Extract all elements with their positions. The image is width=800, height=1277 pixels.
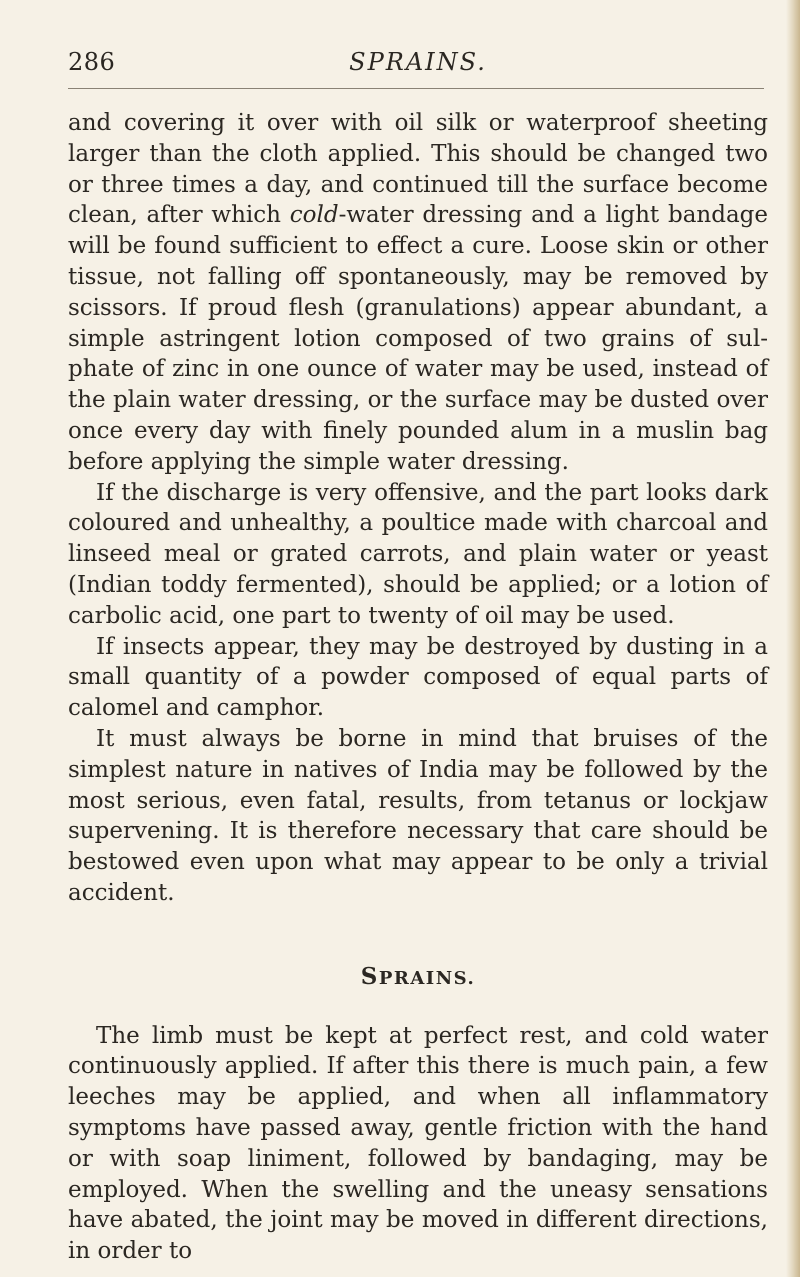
paragraph-insects: If insects appear, they may be destroyed by dusting in a small quantity of a powder composed of equal parts of calomel and camphor. [68,633,768,722]
page-edge-shadow [786,0,800,1277]
header-rule [68,88,764,89]
paragraph-discharge: If the discharge is very offensive, and the part looks dark coloured and unhealthy, a poultice made with charcoal and linseed meal or grated carrots, and plain water or yeast (Indian toddy fermented), should be applied; or a lotion of carbolic acid, one part to twenty of oil may be used. [68,479,768,629]
italic-word: cold [289,202,339,229]
paragraph-sprains: The limb must be kept at perfect rest, and cold water continuously applied. If after this there is much pain, a few leeches may be applied, and when all inflammatory symptoms have passed away, gentle friction with the hand or with soap liniment, followed by bandaging, may be employed. When the swelling and the uneasy sensations have abated, the joint may be moved in different directions, in order to [68,1022,768,1265]
paragraph-bruises: It must always be borne in mind that bruises of the simplest nature in natives of India may be followed by the most serious, even fatal, results, from tetanus or lockjaw supervening. It is therefore necessary that care should be bestowed even upon what may appear to be only a trivial accident. [68,725,768,906]
section-heading-sprains [68,962,768,995]
body-text [68,108,768,1267]
running-head: SPRAINS. [349,48,487,76]
section-heading-rest: PRAINS. [378,967,476,989]
page-header [68,48,768,88]
section-heading-initial: S [360,962,379,990]
paragraph-continued [68,108,768,478]
page-number: 286 [68,48,116,76]
paragraph-text-end: -water dressing and a light bandage will be found sufficient to effect a cure. Loose skin or other tissue, not falling off spontaneously, may be removed by scissors. If proud flesh (granulations) appear abundant, a simple astringent lotion composed of two grains of sul- phate of zinc in one ounce of water may be used, instead of the plain water dressing, or the surface may be dusted over once every day with finely pounded alum in a muslin bag before applying the simple water dressing. [68,202,768,475]
paragraph-text-start: and covering it over with oil silk or waterproof sheeting larger than the cloth applied. This should be changed two or three times a day, and continued till the surface become clean, after which [68,110,768,229]
